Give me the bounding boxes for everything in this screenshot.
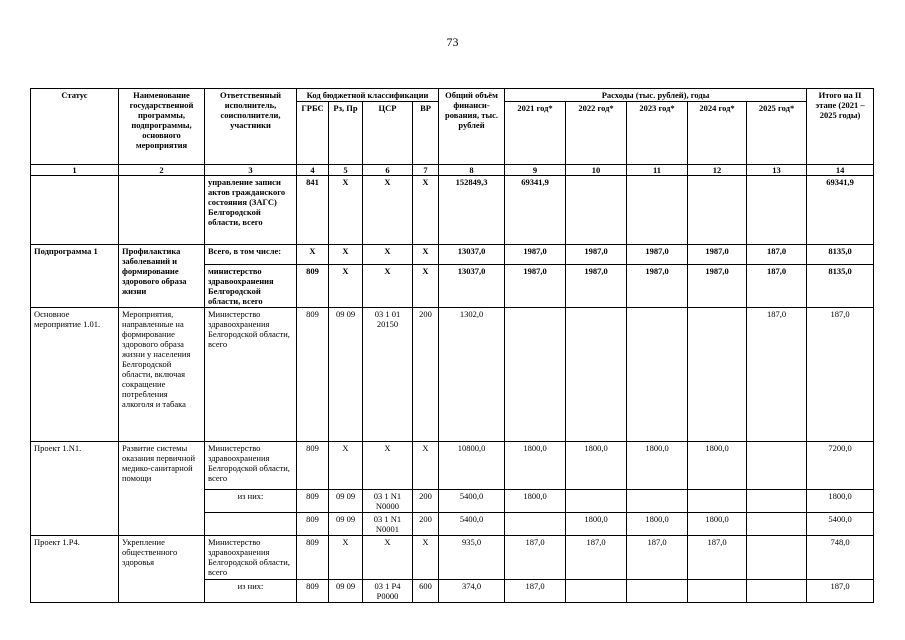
col-index: 1 <box>31 165 119 176</box>
row-y2021 <box>505 308 566 442</box>
row-csr: 03 1 Р4 Р0000 <box>363 580 413 603</box>
table-row <box>31 536 874 580</box>
row-name: Мероприятия, направленные на формирование здорового образа жизни у населения Белгородской области, включая сокращение потребления алкоголя и табака <box>119 308 205 442</box>
col-index: 5 <box>329 165 363 176</box>
page-number: 73 <box>446 35 459 49</box>
row-y2024 <box>688 490 747 513</box>
header-csr: ЦСР <box>363 102 413 165</box>
row-rz-pr: Х <box>329 176 363 245</box>
row-y2022: 187,0 <box>566 536 627 580</box>
row-vr: Х <box>413 265 439 308</box>
row-y2025 <box>747 580 807 603</box>
row-total: 5400,0 <box>439 513 505 536</box>
row-status: Подпрограмма 1 <box>31 245 119 308</box>
row-executor: из них: <box>205 580 297 603</box>
col-index: 14 <box>807 165 874 176</box>
row-vr: 600 <box>413 580 439 603</box>
row-csr: Х <box>363 245 413 265</box>
header-status: Статус <box>31 89 119 165</box>
row-y2022 <box>566 176 627 245</box>
row-y2023 <box>627 580 688 603</box>
row-total: 1302,0 <box>439 308 505 442</box>
row-y2024 <box>688 580 747 603</box>
row-y2021: 187,0 <box>505 580 566 603</box>
row-rz-pr: Х <box>329 245 363 265</box>
col-index: 3 <box>205 165 297 176</box>
row-y2021: 1800,0 <box>505 490 566 513</box>
row-y2022 <box>566 490 627 513</box>
row-csr: 03 1 N1 N0001 <box>363 513 413 536</box>
row-y2022: 1800,0 <box>566 442 627 490</box>
header-y2021: 2021 год* <box>505 102 566 165</box>
row-vr: Х <box>413 442 439 490</box>
row-sum: 1800,0 <box>807 490 874 513</box>
row-rz-pr: Х <box>329 442 363 490</box>
header-row <box>31 89 874 102</box>
row-executor: Всего, в том числе: <box>205 245 297 265</box>
table-row <box>31 308 874 442</box>
row-total: 13037,0 <box>439 245 505 265</box>
header-y2022: 2022 год* <box>566 102 627 165</box>
row-grbs: 841 <box>297 176 329 245</box>
header-grbs: ГРБС <box>297 102 329 165</box>
row-sum: 8135,0 <box>807 265 874 308</box>
row-sum: 7200,0 <box>807 442 874 490</box>
row-y2025 <box>747 442 807 490</box>
header-stage-total: Итого на II этапе (2021 – 2025 годы) <box>807 89 874 165</box>
header-expenses: Расходы (тыс. рублей), годы <box>505 89 807 102</box>
row-total: 374,0 <box>439 580 505 603</box>
row-grbs: 809 <box>297 513 329 536</box>
budget-table <box>30 88 874 603</box>
col-index: 4 <box>297 165 329 176</box>
column-index-row <box>31 165 874 176</box>
row-status: Проект 1.N1. <box>31 442 119 536</box>
row-y2024: 1987,0 <box>688 245 747 265</box>
row-vr: Х <box>413 176 439 245</box>
row-grbs: 809 <box>297 490 329 513</box>
col-index: 8 <box>439 165 505 176</box>
row-grbs: 809 <box>297 580 329 603</box>
row-name: Укрепление общественного здоровья <box>119 536 205 603</box>
row-executor: Министерство здравоохранения Белгородской области, всего <box>205 536 297 580</box>
header-name: Наименование государственной программы, подпрограммы, основного мероприятия <box>119 89 205 165</box>
row-name: Развитие системы оказания первичной медико-санитарной помощи <box>119 442 205 536</box>
row-executor: Министерство здравоохранения Белгородской области, всего <box>205 308 297 442</box>
row-y2023: 187,0 <box>627 536 688 580</box>
row-y2023 <box>627 176 688 245</box>
row-csr: 03 1 01 20150 <box>363 308 413 442</box>
row-y2024: 187,0 <box>688 536 747 580</box>
row-name: Профилактика заболеваний и формирование здорового образа жизни <box>119 245 205 308</box>
row-y2025 <box>747 536 807 580</box>
row-rz-pr: Х <box>329 536 363 580</box>
header-bk-code: Код бюджетной классификации <box>297 89 439 102</box>
col-index: 9 <box>505 165 566 176</box>
row-y2025: 187,0 <box>747 308 807 442</box>
row-vr: 200 <box>413 490 439 513</box>
row-rz-pr: 09 09 <box>329 580 363 603</box>
row-total: 10800,0 <box>439 442 505 490</box>
row-executor: управление записи актов гражданского состояния (ЗАГС) Белгородской области, всего <box>205 176 297 245</box>
row-sum: 187,0 <box>807 580 874 603</box>
row-status: Основное мероприятие 1.01. <box>31 308 119 442</box>
row-y2025 <box>747 513 807 536</box>
row-rz-pr: 09 09 <box>329 308 363 442</box>
row-sum: 187,0 <box>807 308 874 442</box>
table-row <box>31 176 874 245</box>
col-index: 6 <box>363 165 413 176</box>
row-vr: 200 <box>413 513 439 536</box>
row-grbs: 809 <box>297 442 329 490</box>
row-y2024: 1800,0 <box>688 442 747 490</box>
row-y2023: 1987,0 <box>627 245 688 265</box>
row-vr: Х <box>413 536 439 580</box>
row-executor: Министерство здравоохранения Белгородской области, всего <box>205 442 297 490</box>
row-executor <box>205 513 297 536</box>
row-y2024: 1800,0 <box>688 513 747 536</box>
row-total: 13037,0 <box>439 265 505 308</box>
header-y2025: 2025 год* <box>747 102 807 165</box>
row-sum: 69341,9 <box>807 176 874 245</box>
row-y2023: 1800,0 <box>627 442 688 490</box>
row-y2021: 1987,0 <box>505 245 566 265</box>
header-total-volume: Общий объём финанси-рования, тыс. рублей <box>439 89 505 165</box>
row-csr: Х <box>363 536 413 580</box>
row-y2022: 1987,0 <box>566 265 627 308</box>
row-y2025 <box>747 490 807 513</box>
col-index: 10 <box>566 165 627 176</box>
row-y2024 <box>688 308 747 442</box>
row-y2024: 1987,0 <box>688 265 747 308</box>
row-y2022: 1987,0 <box>566 245 627 265</box>
row-total: 935,0 <box>439 536 505 580</box>
row-y2025 <box>747 176 807 245</box>
row-total: 152849,3 <box>439 176 505 245</box>
header-y2024: 2024 год* <box>688 102 747 165</box>
row-y2025: 187,0 <box>747 245 807 265</box>
col-index: 13 <box>747 165 807 176</box>
row-grbs: 809 <box>297 536 329 580</box>
row-y2025: 187,0 <box>747 265 807 308</box>
row-vr: 200 <box>413 308 439 442</box>
row-rz-pr: 09 09 <box>329 513 363 536</box>
row-y2023 <box>627 490 688 513</box>
row-executor: министерство здравоохранения Белгородской области, всего <box>205 265 297 308</box>
header-executor: Ответственный исполнитель, соисполнители, участники <box>205 89 297 165</box>
row-y2022: 1800,0 <box>566 513 627 536</box>
row-csr: Х <box>363 176 413 245</box>
row-y2023: 1800,0 <box>627 513 688 536</box>
row-rz-pr: Х <box>329 265 363 308</box>
row-y2021: 1800,0 <box>505 442 566 490</box>
col-index: 11 <box>627 165 688 176</box>
row-y2021: 69341,9 <box>505 176 566 245</box>
col-index: 2 <box>119 165 205 176</box>
row-sum: 5400,0 <box>807 513 874 536</box>
row-grbs: 809 <box>297 265 329 308</box>
table-row <box>31 245 874 265</box>
header-rz-pr: Рз, Пр <box>329 102 363 165</box>
row-y2023: 1987,0 <box>627 265 688 308</box>
row-sum: 748,0 <box>807 536 874 580</box>
row-vr: Х <box>413 245 439 265</box>
col-index: 7 <box>413 165 439 176</box>
table-row <box>31 442 874 490</box>
row-csr: Х <box>363 265 413 308</box>
header-y2023: 2023 год* <box>627 102 688 165</box>
row-total: 5400,0 <box>439 490 505 513</box>
row-y2021 <box>505 513 566 536</box>
row-grbs: Х <box>297 245 329 265</box>
row-name <box>119 176 205 245</box>
row-csr: 03 1 N1 N0000 <box>363 490 413 513</box>
row-y2021: 1987,0 <box>505 265 566 308</box>
row-y2022 <box>566 308 627 442</box>
row-y2024 <box>688 176 747 245</box>
row-sum: 8135,0 <box>807 245 874 265</box>
row-y2021: 187,0 <box>505 536 566 580</box>
row-y2022 <box>566 580 627 603</box>
row-status <box>31 176 119 245</box>
row-y2023 <box>627 308 688 442</box>
row-csr: Х <box>363 442 413 490</box>
row-rz-pr: 09 09 <box>329 490 363 513</box>
row-grbs: 809 <box>297 308 329 442</box>
row-executor: из них: <box>205 490 297 513</box>
row-status: Проект 1.Р4. <box>31 536 119 603</box>
header-vr: ВР <box>413 102 439 165</box>
col-index: 12 <box>688 165 747 176</box>
